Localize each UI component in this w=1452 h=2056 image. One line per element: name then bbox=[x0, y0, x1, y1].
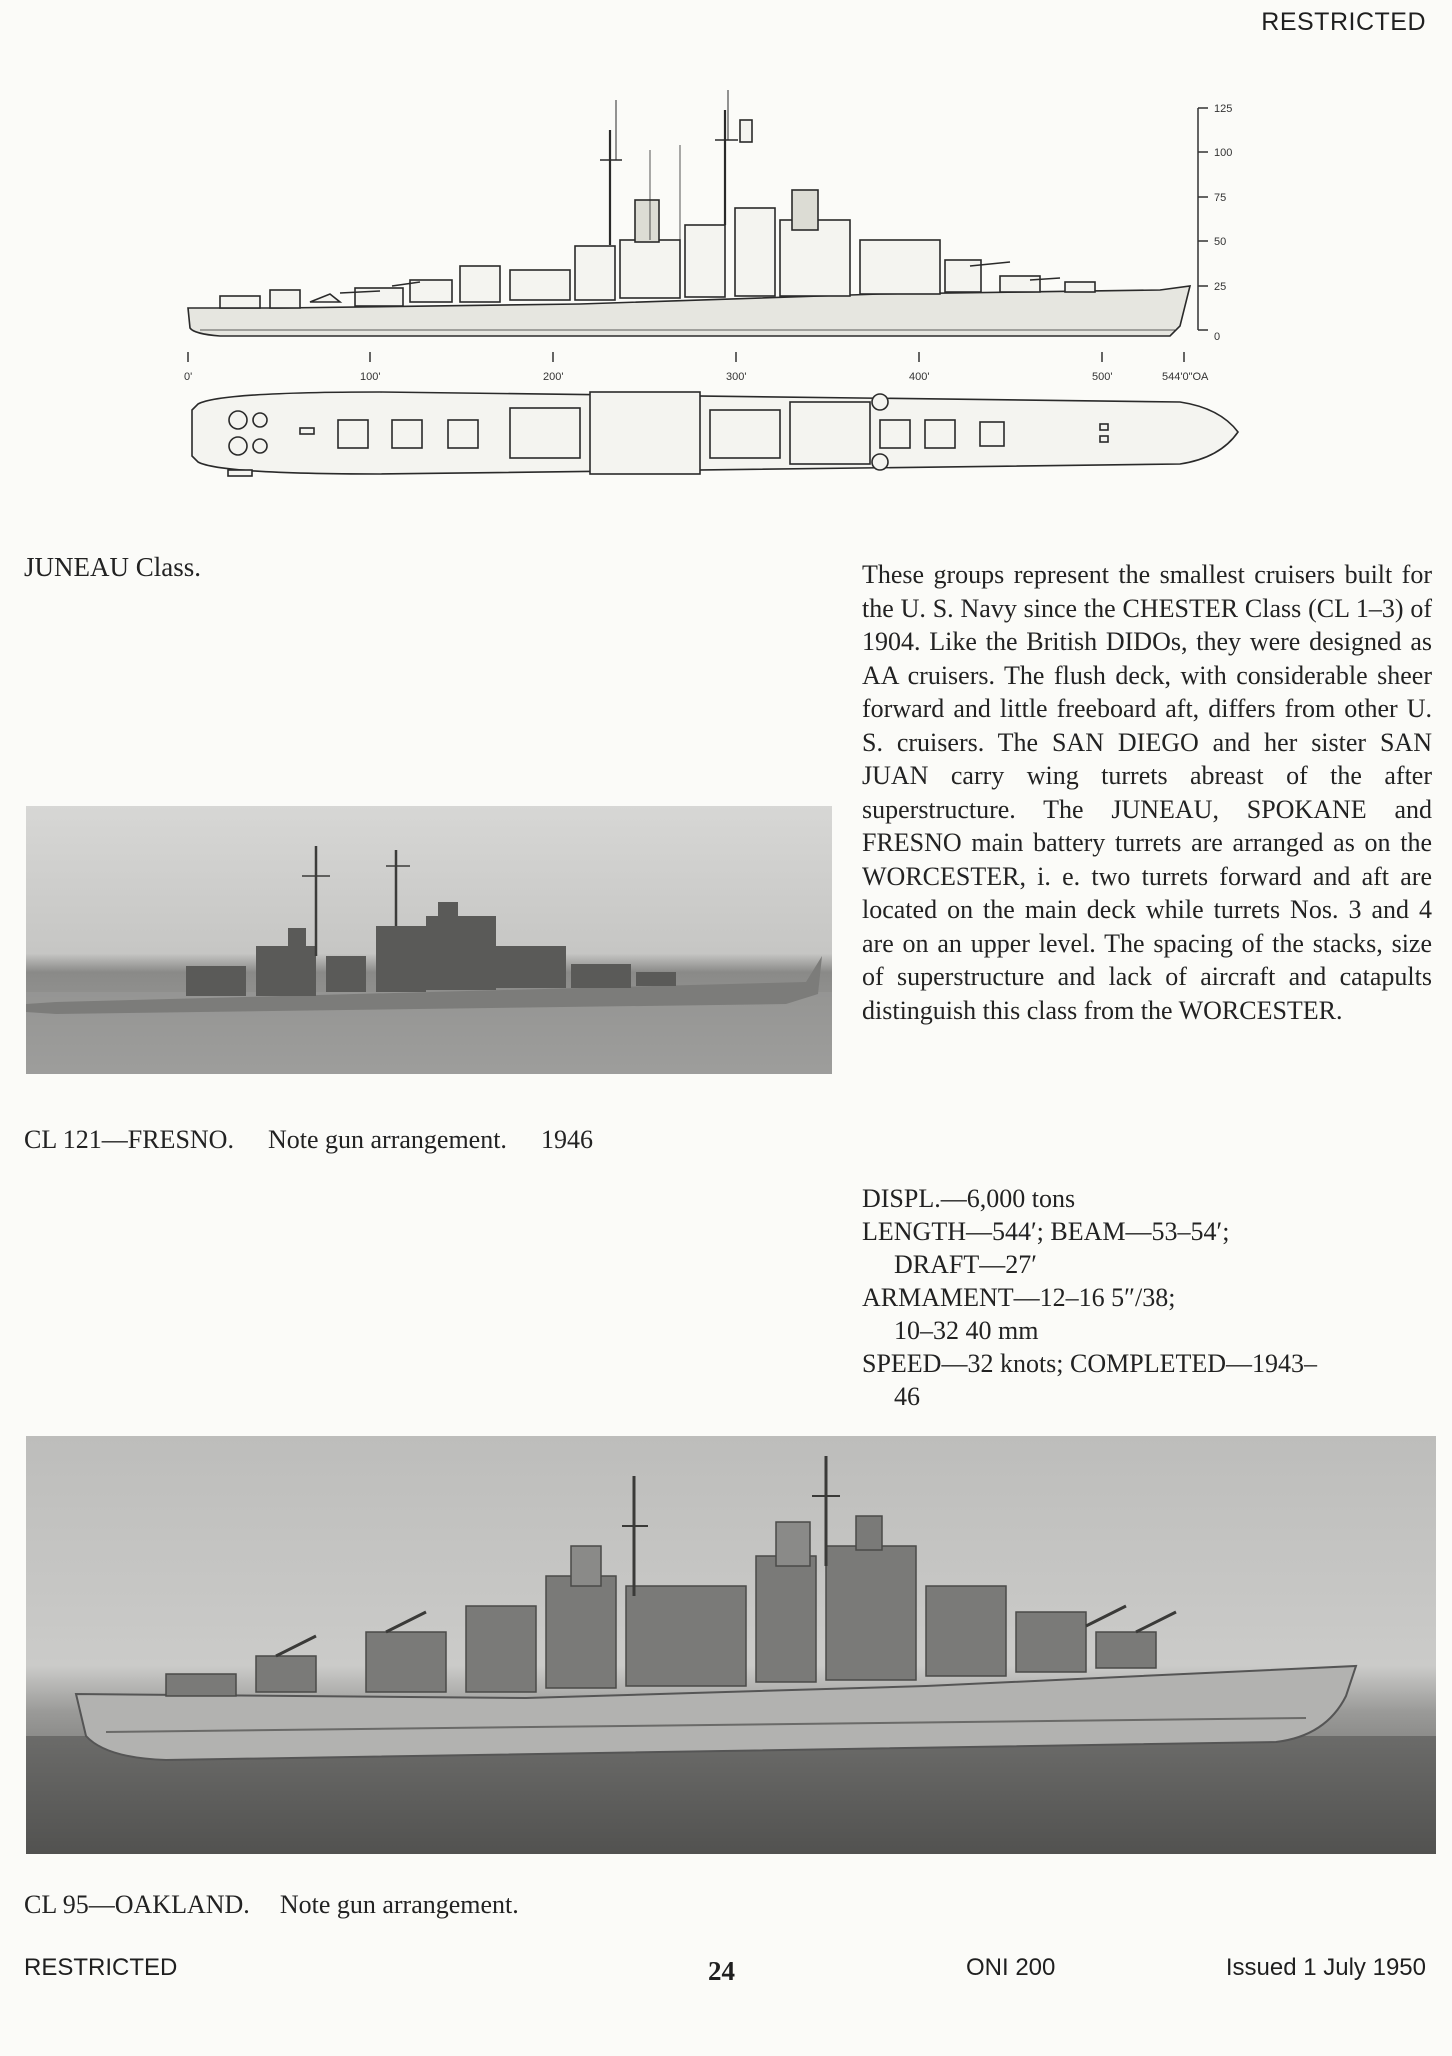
length-tick-100: 100' bbox=[360, 371, 381, 383]
ship-plan-view bbox=[192, 392, 1238, 476]
height-tick-75: 75 bbox=[1214, 192, 1227, 204]
spec-armament: ARMAMENT—12–16 5″/38; bbox=[862, 1283, 1176, 1312]
height-tick-100: 100 bbox=[1214, 147, 1233, 159]
fresno-photograph bbox=[26, 806, 832, 1074]
page-number: 24 bbox=[708, 1956, 735, 1986]
height-scale bbox=[1198, 108, 1208, 330]
length-tick-400: 400' bbox=[909, 371, 930, 383]
spec-speed-completed: SPEED—32 knots; COMPLETED—1943– bbox=[862, 1349, 1318, 1378]
spec-draft: DRAFT—27′ bbox=[894, 1250, 1037, 1279]
fresno-caption bbox=[24, 1125, 593, 1155]
ship-profile-view bbox=[188, 90, 1190, 336]
issue-date: Issued 1 July 1950 bbox=[1225, 1954, 1426, 1981]
length-tick-200: 200' bbox=[543, 371, 564, 383]
length-scale bbox=[188, 352, 1184, 362]
fresno-caption-ship: CL 121—FRESNO. bbox=[24, 1125, 234, 1154]
spec-armament-secondary: 10–32 40 mm bbox=[894, 1316, 1039, 1345]
oakland-caption-ship: CL 95—OAKLAND. bbox=[24, 1890, 250, 1919]
oakland-caption-note: Note gun arrangement. bbox=[279, 1890, 519, 1919]
height-tick-0: 0 bbox=[1214, 331, 1221, 343]
oakland-photograph bbox=[26, 1436, 1436, 1854]
length-tick-300: 300' bbox=[726, 371, 747, 383]
fresno-caption-note: Note gun arrangement. bbox=[267, 1125, 507, 1154]
spec-completed-cont: 46 bbox=[894, 1382, 920, 1411]
length-tick-0: 0' bbox=[184, 371, 193, 383]
ship-profile-and-plan-drawing bbox=[180, 90, 1270, 510]
restricted-marking-bottom: RESTRICTED bbox=[24, 1954, 178, 1981]
spec-displacement: DISPL.—6,000 tons bbox=[862, 1184, 1076, 1213]
oakland-caption bbox=[24, 1890, 519, 1920]
length-tick-500: 500' bbox=[1092, 371, 1113, 383]
height-tick-25: 25 bbox=[1214, 281, 1227, 293]
length-end-label: 544'0"OA bbox=[1162, 371, 1209, 383]
height-tick-50: 50 bbox=[1214, 236, 1227, 248]
class-description: These groups represent the smallest cruisers built for the U. S. Navy since the CHESTER Class (CL 1–3) of 1904. Like the British DIDOs, they were designed as AA cruisers. The flush deck, with considerable sheer forward and little freeboard aft, differs from other U. S. cruisers. The SAN DIEGO and her sister SAN JUAN carry wing turrets abreast of the after superstructure. The JUNEAU, SPOKANE and FRESNO main battery turrets are arranged as on the WORCESTER, i. e. two turrets forward and aft are located on the main deck while turrets Nos. 3 and 4 are on an upper level. The spacing of the stacks, size of superstructure and lack of aircraft and catapults distinguish this class from the WORCESTER. bbox=[862, 560, 1432, 1025]
height-tick-125: 125 bbox=[1214, 103, 1233, 115]
restricted-marking-top: RESTRICTED bbox=[1261, 8, 1426, 36]
publication-series: ONI 200 bbox=[966, 1954, 1056, 1981]
spec-length-beam: LENGTH—544′; BEAM—53–54′; bbox=[862, 1217, 1230, 1246]
class-title: JUNEAU Class. bbox=[24, 552, 202, 582]
fresno-caption-year: 1946 bbox=[540, 1125, 593, 1154]
